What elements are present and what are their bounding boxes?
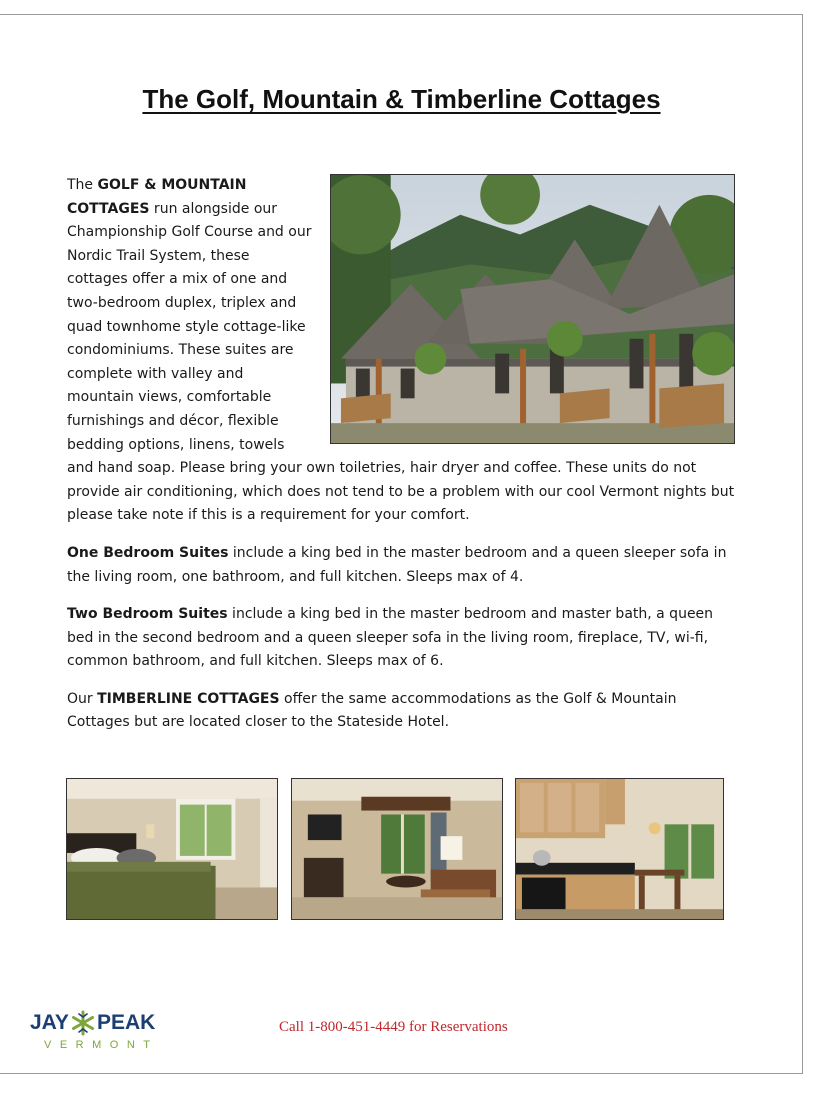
- logo-vermont-text: VERMONT: [44, 1039, 159, 1051]
- intro-paragraph: The GOLF & MOUNTAIN COTTAGES run alongside our Championship Golf Course and our Nordic Trail System, these cottages offer a mix of one and two-bedroom duplex, triplex and quad townhome style cottage-like condominiums. These suites are complete with valley and mountain views, comfortable furnishings and décor, flexible bedding options, linens, towels and hand soap. Please bring your own toiletries, hair dryer and coffee. These units do not provide air conditioning, which does not tend to be a problem with our cool Vermont nights but please take note if this is a requirement for your comfort.: [67, 177, 735, 524]
- page-title: The Golf, Mountain & Timberline Cottages: [142, 84, 661, 114]
- golf-mountain-heading: GOLF & MOUNTAIN COTTAGES: [67, 177, 247, 217]
- timberline-heading: TIMBERLINE COTTAGES: [97, 690, 280, 707]
- kitchen-photo: [515, 778, 724, 920]
- two-bedroom-heading: Two Bedroom Suites: [67, 606, 228, 623]
- logo-peak-text: PEAK: [96, 1011, 156, 1034]
- snowflake-icon: [70, 1010, 96, 1036]
- two-bedroom-paragraph: Two Bedroom Suites include a king bed in the master bedroom and master bath, a queen bed in the second bedroom and a queen sleeper sofa in the living room, fireplace, TV, wi-fi, common bathroom, and full kitchen. Sleeps max of 6.: [67, 606, 714, 670]
- one-bedroom-heading: One Bedroom Suites: [67, 544, 229, 561]
- logo-jay-text: JAY: [30, 1011, 69, 1034]
- one-bedroom-paragraph: One Bedroom Suites include a king bed in the master bedroom and a queen sleeper sofa in the living room, one bathroom, and full kitchen. Sleeps max of 4.: [67, 544, 727, 585]
- jay-peak-logo: [30, 1008, 170, 1054]
- reservations-call-text: Call 1-800-451-4449 for Reservations: [279, 1019, 508, 1035]
- cottages-exterior-photo: [330, 174, 735, 444]
- body-text: [67, 174, 735, 749]
- bedroom-photo: [66, 778, 278, 920]
- living-room-photo: [291, 778, 503, 920]
- timberline-paragraph: Our TIMBERLINE COTTAGES offer the same accommodations as the Golf & Mountain Cottages but are located closer to the Stateside Hotel.: [67, 690, 677, 731]
